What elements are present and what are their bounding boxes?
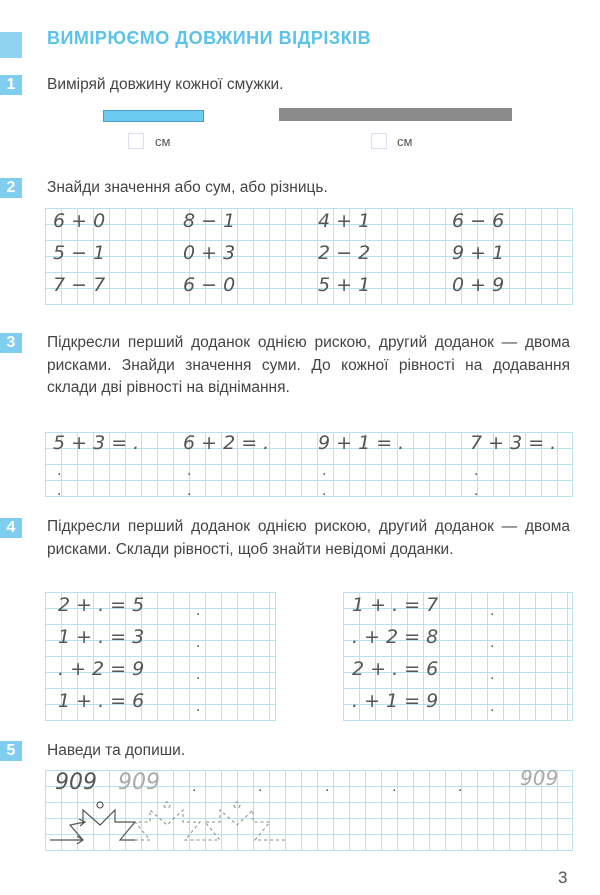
equation-left: 1 + . = 3 <box>58 626 145 648</box>
answer-slot[interactable]: . <box>474 482 479 499</box>
blue-strip <box>103 110 204 122</box>
expression: 0 + 3 <box>183 242 236 264</box>
answer-slot[interactable]: . <box>187 482 192 499</box>
answer-slot[interactable]: . <box>392 778 397 795</box>
pattern-figures <box>45 795 345 855</box>
answer-slot[interactable]: . <box>57 462 62 479</box>
unit-label: см <box>397 134 413 149</box>
answer-slot[interactable]: . <box>458 778 463 795</box>
answer-slot[interactable]: . <box>196 602 201 619</box>
pattern-traced <box>135 802 285 840</box>
expression: 4 + 1 <box>318 210 371 232</box>
expression: 2 − 2 <box>318 242 371 264</box>
equation-left: 2 + . = 5 <box>58 594 145 616</box>
page-title: ВИМІРЮЄМО ДОВЖИНИ ВІДРІЗКІВ <box>47 28 372 48</box>
task-1-text: Виміряй довжину кожної смужки. <box>47 76 284 93</box>
answer-slot[interactable]: . <box>322 462 327 479</box>
task-number-4: 4 <box>0 518 22 538</box>
unit-label: см <box>155 134 171 149</box>
answer-box-2[interactable] <box>371 133 387 149</box>
answer-slot[interactable]: . <box>325 778 330 795</box>
equation: 7 + 3 = . <box>470 432 557 454</box>
expression: 6 + 0 <box>53 210 106 232</box>
task-5-text: Наведи та допиши. <box>47 742 186 759</box>
equation-right: 1 + . = 7 <box>352 594 439 616</box>
equation-left: . + 2 = 9 <box>58 658 145 680</box>
gray-strip <box>279 108 512 121</box>
page-number: 3 <box>558 868 568 887</box>
task-3-text: Підкресли перший доданок однією рискою, другий доданок — двома рисками. Знайди значення суми. До кожної рівності на додавання склади дві рівності на віднімання. <box>47 334 570 396</box>
equation: 9 + 1 = . <box>318 432 405 454</box>
traced-909-end[interactable]: 909 <box>520 766 559 790</box>
answer-box-1[interactable] <box>128 133 144 149</box>
expression: 0 + 9 <box>452 274 505 296</box>
answer-slot[interactable]: . <box>57 482 62 499</box>
task-number-2: 2 <box>0 178 22 198</box>
expression: 9 + 1 <box>452 242 505 264</box>
sample-909: 909 <box>55 770 97 795</box>
expression: 5 + 1 <box>318 274 371 296</box>
answer-slot[interactable]: . <box>474 462 479 479</box>
task-4-text: Підкресли перший доданок однією рискою, другий доданок — двома рисками. Склади рівності, щоб знайти невідомі доданки. <box>47 518 570 558</box>
answer-slot[interactable]: . <box>258 778 263 795</box>
task-number-1: 1 <box>0 75 22 95</box>
answer-slot[interactable]: . <box>196 666 201 683</box>
expression: 6 − 6 <box>452 210 505 232</box>
equation-left: 1 + . = 6 <box>58 690 145 712</box>
task-number-5: 5 <box>0 741 22 761</box>
section-tab <box>0 32 22 58</box>
answer-slot[interactable]: . <box>196 698 201 715</box>
equation-right: . + 2 = 8 <box>352 626 439 648</box>
task-number-3: 3 <box>0 333 22 353</box>
answer-slot[interactable]: . <box>490 698 495 715</box>
expression: 8 − 1 <box>183 210 236 232</box>
expression: 6 − 0 <box>183 274 236 296</box>
equation-right: . + 1 = 9 <box>352 690 439 712</box>
answer-slot[interactable]: . <box>490 634 495 651</box>
answer-slot[interactable]: . <box>490 666 495 683</box>
task-2-text: Знайди значення або сум, або різниць. <box>47 179 328 196</box>
answer-slot[interactable]: . <box>192 778 197 795</box>
equation: 6 + 2 = . <box>183 432 270 454</box>
answer-slot[interactable]: . <box>187 462 192 479</box>
traced-909[interactable]: 909 <box>118 770 160 795</box>
pattern-sample <box>50 802 135 844</box>
answer-slot[interactable]: . <box>196 634 201 651</box>
answer-slot[interactable]: . <box>322 482 327 499</box>
expression: 7 − 7 <box>53 274 106 296</box>
equation: 5 + 3 = . <box>53 432 140 454</box>
equation-right: 2 + . = 6 <box>352 658 439 680</box>
answer-slot[interactable]: . <box>490 602 495 619</box>
expression: 5 − 1 <box>53 242 106 264</box>
